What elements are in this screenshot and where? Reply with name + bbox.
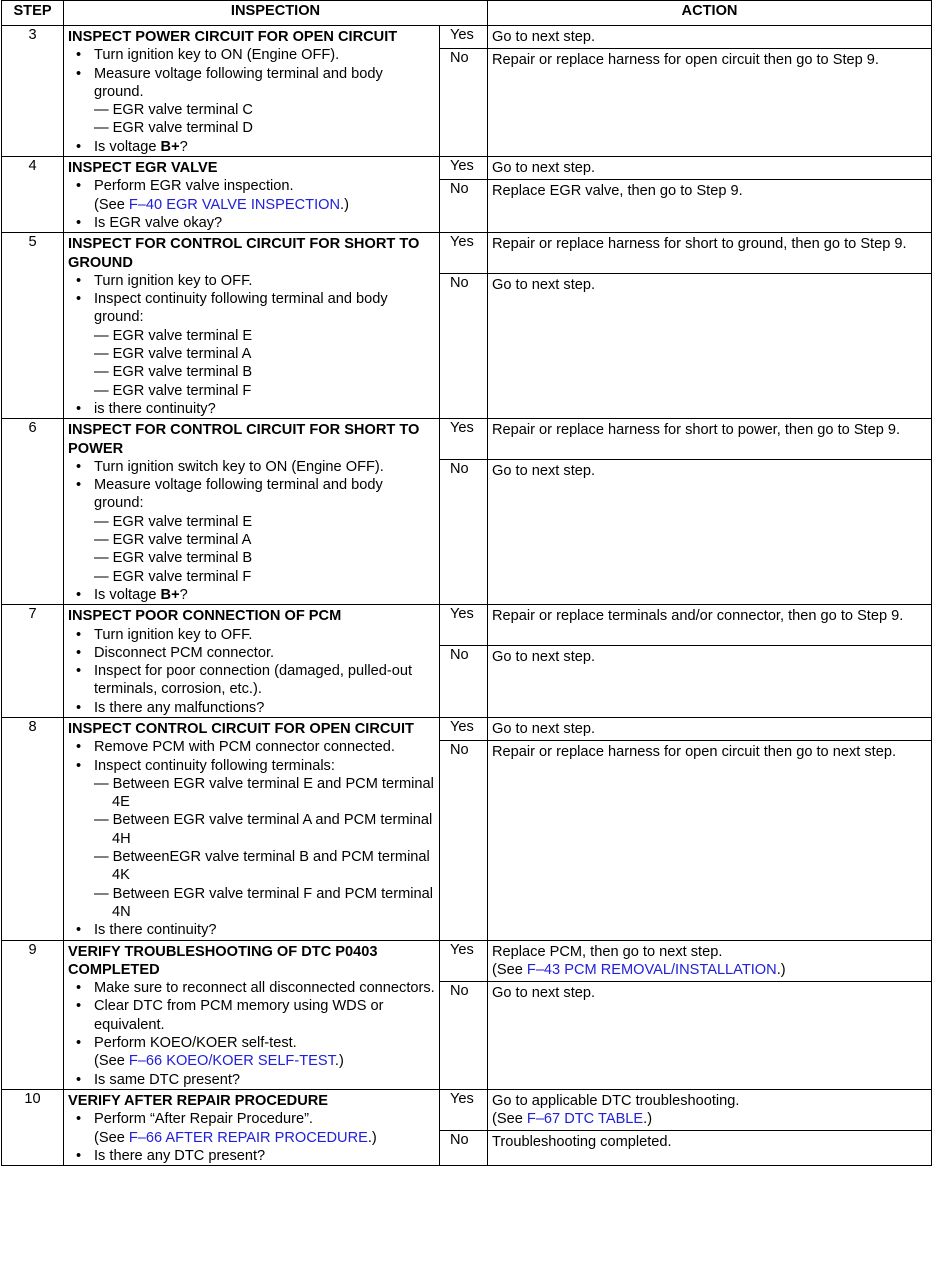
item-text: Disconnect PCM connector. bbox=[94, 644, 275, 661]
inspection-item bbox=[68, 979, 435, 997]
yes-action-text: Go to next step. bbox=[492, 160, 596, 177]
no-action: Go to next step. bbox=[488, 274, 932, 419]
inspection-item bbox=[68, 699, 435, 717]
see-reference bbox=[492, 961, 927, 979]
see-suffix: .) bbox=[367, 1129, 377, 1146]
inspection-title: VERIFY TROUBLESHOOTING OF DTC P0403 COMPLETED bbox=[68, 943, 378, 978]
see-reference bbox=[94, 1052, 435, 1070]
inspection-list bbox=[68, 979, 435, 1089]
see-suffix: .) bbox=[334, 1053, 344, 1070]
yes-action-text: Go to next step. bbox=[492, 29, 596, 45]
inspection-cell bbox=[64, 1089, 440, 1165]
item-text: Measure voltage following terminal and body ground: bbox=[94, 477, 383, 512]
step-row-yes bbox=[2, 26, 932, 49]
yes-action-text: Go to next step. bbox=[492, 720, 596, 737]
yes-action bbox=[488, 605, 932, 646]
yes-label: Yes bbox=[440, 233, 488, 274]
inspection-title: INSPECT POWER CIRCUIT FOR OPEN CIRCUIT bbox=[68, 29, 398, 45]
item-text: Remove PCM with PCM connector connected. bbox=[94, 739, 395, 756]
step-number: 6 bbox=[2, 419, 64, 605]
see-reference bbox=[94, 1129, 435, 1147]
step-number: 9 bbox=[2, 940, 64, 1089]
yes-action-text: Go to applicable DTC troubleshooting. bbox=[492, 1092, 740, 1109]
reference-link[interactable]: F–66 KOEO/KOER SELF-TEST bbox=[128, 1053, 335, 1070]
see-prefix: (See bbox=[492, 1111, 527, 1128]
inspection-item bbox=[68, 626, 435, 644]
reference-link[interactable]: F–67 DTC TABLE bbox=[526, 1111, 644, 1128]
step-number: 5 bbox=[2, 233, 64, 419]
reference-link[interactable]: F–43 PCM REMOVAL/INSTALLATION bbox=[526, 961, 777, 978]
inspection-item bbox=[68, 1034, 435, 1071]
item-bold-value: B+ bbox=[160, 138, 180, 155]
yes-action-text: Repair or replace harness for short to power, then go to Step 9. bbox=[492, 422, 901, 439]
terminal-item: — EGR valve terminal C bbox=[94, 102, 253, 119]
terminal-item: — EGR valve terminal B bbox=[94, 364, 253, 381]
troubleshooting-table bbox=[1, 0, 932, 1166]
header-inspection: INSPECTION bbox=[64, 1, 488, 26]
inspection-item bbox=[68, 738, 435, 756]
header-action: ACTION bbox=[488, 1, 932, 26]
inspection-item bbox=[68, 177, 435, 214]
no-label: No bbox=[440, 49, 488, 157]
no-label: No bbox=[440, 1130, 488, 1165]
no-action: Repair or replace harness for open circuit then go to next step. bbox=[488, 740, 932, 940]
item-text: Inspect for poor connection (damaged, pulled-out terminals, corrosion, etc.). bbox=[94, 663, 413, 698]
no-action: Go to next step. bbox=[488, 646, 932, 718]
step-number: 3 bbox=[2, 26, 64, 157]
yes-action bbox=[488, 419, 932, 460]
no-label: No bbox=[440, 180, 488, 233]
see-prefix: (See bbox=[94, 196, 129, 213]
terminal-item: — EGR valve terminal B bbox=[94, 550, 253, 567]
item-text: Turn ignition switch key to ON (Engine OFF). bbox=[94, 458, 384, 475]
inspection-list bbox=[68, 46, 435, 156]
inspection-cell bbox=[64, 157, 440, 233]
no-label: No bbox=[440, 274, 488, 419]
inspection-list bbox=[68, 177, 435, 232]
inspection-item bbox=[68, 1071, 435, 1089]
see-suffix: .) bbox=[776, 961, 786, 978]
see-suffix: .) bbox=[340, 196, 349, 213]
inspection-item bbox=[68, 757, 435, 922]
no-action: Go to next step. bbox=[488, 460, 932, 605]
yes-action-text: Replace PCM, then go to next step. bbox=[492, 943, 723, 960]
step-row-yes bbox=[2, 419, 932, 460]
inspection-cell bbox=[64, 605, 440, 718]
no-action: Replace EGR valve, then go to Step 9. bbox=[488, 180, 932, 233]
yes-label: Yes bbox=[440, 717, 488, 740]
inspection-title: VERIFY AFTER REPAIR PROCEDURE bbox=[68, 1092, 329, 1109]
inspection-item bbox=[68, 65, 435, 138]
inspection-item bbox=[68, 586, 435, 604]
inspection-list bbox=[68, 272, 435, 418]
step-row-yes bbox=[2, 717, 932, 740]
inspection-item bbox=[68, 921, 435, 939]
yes-label: Yes bbox=[440, 940, 488, 981]
inspection-item bbox=[68, 662, 435, 699]
step-row-yes bbox=[2, 233, 932, 274]
yes-label: Yes bbox=[440, 26, 488, 49]
see-prefix: (See bbox=[94, 1129, 129, 1146]
step-number: 10 bbox=[2, 1089, 64, 1165]
inspection-item bbox=[68, 272, 435, 290]
terminal-item: — EGR valve terminal A bbox=[94, 532, 252, 549]
yes-label: Yes bbox=[440, 157, 488, 180]
item-text-after: ? bbox=[179, 586, 188, 603]
terminal-item: — EGR valve terminal F bbox=[94, 382, 252, 399]
inspection-cell bbox=[64, 233, 440, 419]
item-text: is there continuity? bbox=[94, 400, 216, 417]
no-label: No bbox=[440, 981, 488, 1089]
item-text: Is EGR valve okay? bbox=[94, 214, 223, 231]
no-action: Troubleshooting completed. bbox=[488, 1130, 932, 1165]
see-suffix: .) bbox=[643, 1111, 653, 1128]
inspection-item bbox=[68, 214, 435, 232]
inspection-item bbox=[68, 997, 435, 1034]
yes-action bbox=[488, 26, 932, 49]
table-body bbox=[2, 26, 932, 1166]
yes-action bbox=[488, 1089, 932, 1130]
inspection-cell bbox=[64, 717, 440, 940]
see-prefix: (See bbox=[94, 1053, 129, 1070]
terminal-item: — Between EGR valve terminal A and PCM terminal 4H bbox=[94, 812, 433, 847]
see-prefix: (See bbox=[492, 961, 527, 978]
reference-link[interactable]: F–66 AFTER REPAIR PROCEDURE bbox=[128, 1129, 368, 1146]
step-row-yes bbox=[2, 605, 932, 646]
terminal-item: — BetweenEGR valve terminal B and PCM terminal 4K bbox=[94, 849, 430, 884]
inspection-title: INSPECT EGR VALVE bbox=[68, 160, 218, 177]
inspection-list bbox=[68, 458, 435, 604]
header-step: STEP bbox=[2, 1, 64, 26]
yes-action bbox=[488, 717, 932, 740]
inspection-item bbox=[68, 290, 435, 400]
terminal-item: — EGR valve terminal E bbox=[94, 513, 253, 530]
inspection-item bbox=[68, 46, 435, 64]
no-label: No bbox=[440, 740, 488, 940]
yes-action-text: Repair or replace harness for short to ground, then go to Step 9. bbox=[492, 236, 907, 253]
inspection-item bbox=[68, 1110, 435, 1147]
inspection-cell bbox=[64, 940, 440, 1089]
inspection-item bbox=[68, 458, 435, 476]
item-bold-value: B+ bbox=[160, 586, 180, 603]
item-text: Is there any malfunctions? bbox=[94, 699, 265, 716]
terminal-item: — EGR valve terminal F bbox=[94, 568, 252, 585]
yes-action bbox=[488, 940, 932, 981]
inspection-cell bbox=[64, 419, 440, 605]
inspection-item bbox=[68, 644, 435, 662]
yes-label: Yes bbox=[440, 605, 488, 646]
see-reference bbox=[492, 1110, 927, 1128]
item-text: Clear DTC from PCM memory using WDS or equivalent. bbox=[94, 998, 384, 1033]
terminal-item: — EGR valve terminal D bbox=[94, 120, 253, 137]
item-text: Is there continuity? bbox=[94, 922, 217, 939]
no-label: No bbox=[440, 646, 488, 718]
inspection-title: INSPECT CONTROL CIRCUIT FOR OPEN CIRCUIT bbox=[68, 720, 414, 737]
no-action: Repair or replace harness for open circuit then go to Step 9. bbox=[488, 49, 932, 157]
yes-label: Yes bbox=[440, 419, 488, 460]
terminal-item: — Between EGR valve terminal F and PCM terminal 4N bbox=[94, 885, 434, 920]
item-text: Turn ignition key to OFF. bbox=[94, 272, 253, 289]
item-text: Inspect continuity following terminal and body ground: bbox=[94, 291, 388, 326]
item-text: Inspect continuity following terminals: bbox=[94, 757, 335, 774]
step-row-yes bbox=[2, 157, 932, 180]
step-number: 8 bbox=[2, 717, 64, 940]
see-reference bbox=[94, 196, 435, 214]
item-text: Make sure to reconnect all disconnected connectors. bbox=[94, 980, 435, 997]
table-header-row bbox=[2, 1, 932, 26]
terminal-item: — EGR valve terminal E bbox=[94, 327, 253, 344]
item-text: Turn ignition key to OFF. bbox=[94, 626, 253, 643]
no-action: Go to next step. bbox=[488, 981, 932, 1089]
inspection-title: INSPECT FOR CONTROL CIRCUIT FOR SHORT TO GROUND bbox=[68, 236, 420, 271]
step-number: 7 bbox=[2, 605, 64, 718]
item-text: Is there any DTC present? bbox=[94, 1147, 266, 1164]
item-text: Is voltage bbox=[94, 138, 161, 155]
yes-action bbox=[488, 233, 932, 274]
yes-action bbox=[488, 157, 932, 180]
item-text: Is voltage bbox=[94, 586, 161, 603]
item-text: Perform EGR valve inspection. bbox=[94, 178, 294, 195]
item-text: Turn ignition key to ON (Engine OFF). bbox=[94, 47, 340, 64]
inspection-list bbox=[68, 626, 435, 717]
inspection-item bbox=[68, 476, 435, 586]
item-text: Measure voltage following terminal and body ground. bbox=[94, 65, 383, 100]
inspection-item bbox=[68, 138, 435, 156]
terminal-item: — EGR valve terminal A bbox=[94, 346, 252, 363]
inspection-item bbox=[68, 400, 435, 418]
inspection-list bbox=[68, 738, 435, 939]
step-row-yes bbox=[2, 940, 932, 981]
yes-label: Yes bbox=[440, 1089, 488, 1130]
item-text: Perform KOEO/KOER self-test. bbox=[94, 1035, 297, 1052]
step-row-yes bbox=[2, 1089, 932, 1130]
inspection-title: INSPECT FOR CONTROL CIRCUIT FOR SHORT TO POWER bbox=[68, 422, 420, 457]
step-number: 4 bbox=[2, 157, 64, 233]
item-text-after: ? bbox=[179, 138, 188, 155]
inspection-cell bbox=[64, 26, 440, 157]
yes-action-text: Repair or replace terminals and/or connector, then go to Step 9. bbox=[492, 608, 904, 625]
inspection-item bbox=[68, 1147, 435, 1165]
item-text: Is same DTC present? bbox=[94, 1071, 240, 1088]
no-label: No bbox=[440, 460, 488, 605]
reference-link[interactable]: F–40 EGR VALVE INSPECTION bbox=[128, 196, 341, 213]
item-text: Perform “After Repair Procedure”. bbox=[94, 1111, 313, 1128]
inspection-list bbox=[68, 1110, 435, 1165]
terminal-item: — Between EGR valve terminal E and PCM terminal 4E bbox=[94, 775, 434, 811]
inspection-title: INSPECT POOR CONNECTION OF PCM bbox=[68, 608, 342, 625]
